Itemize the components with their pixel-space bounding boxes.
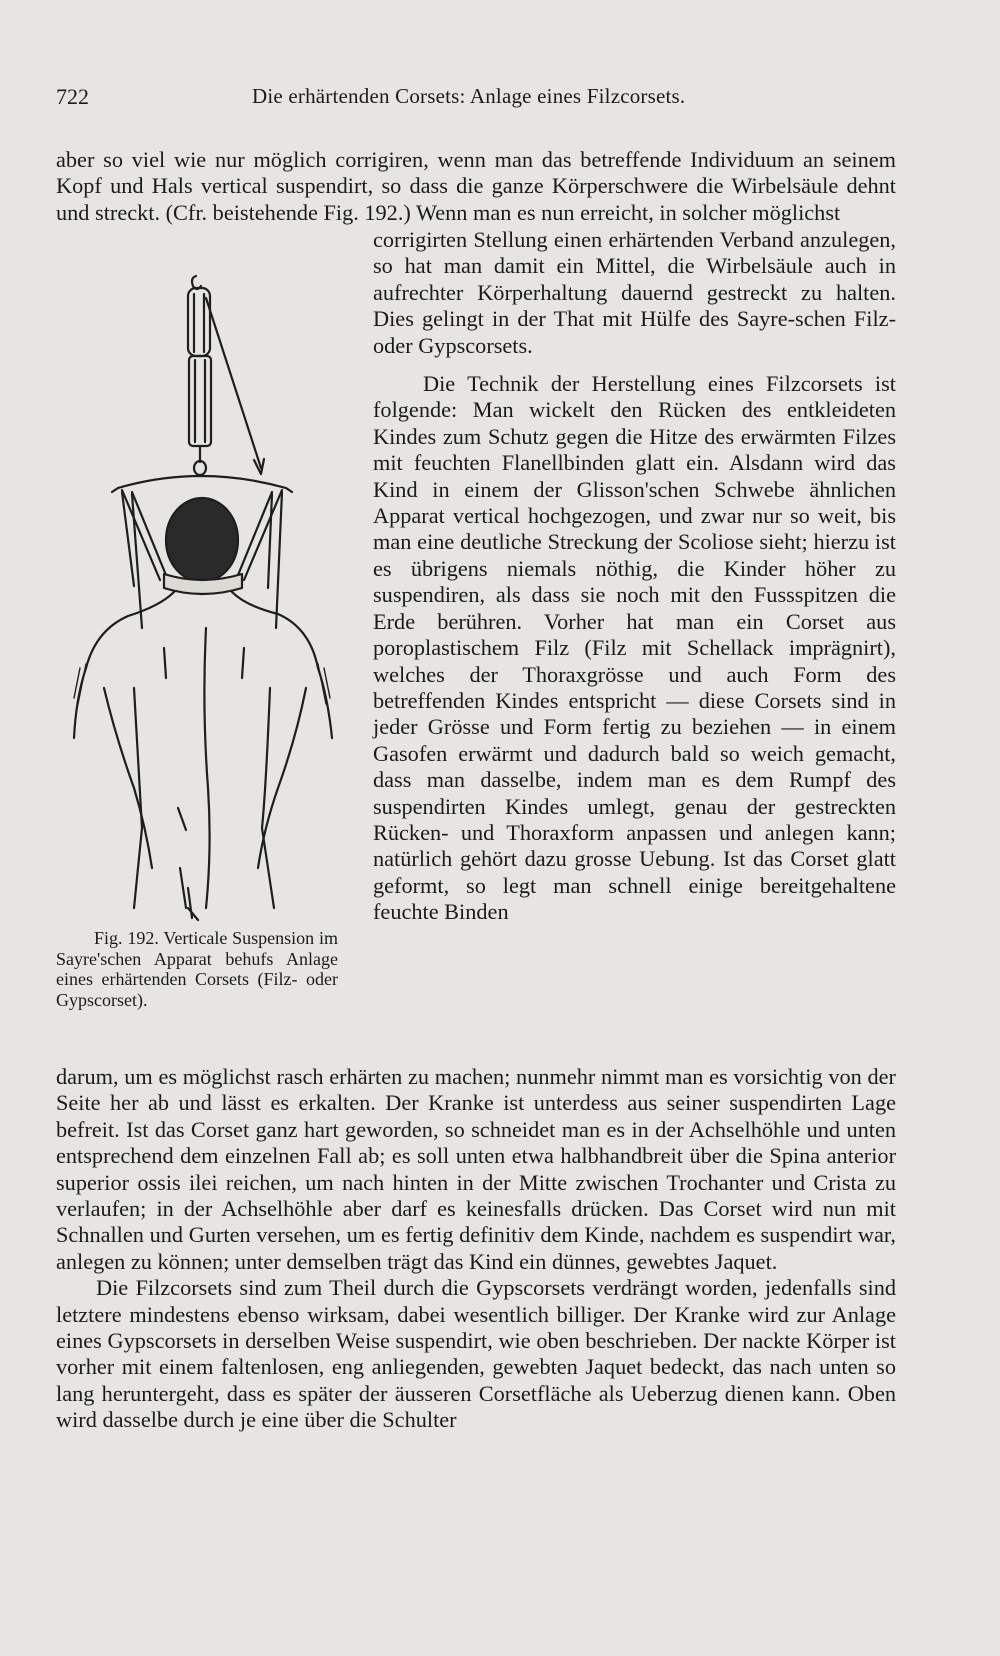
paragraph-2: Die Technik der Herstellung eines Filzcorsets ist folgende: Man wickelt den Rücken des entkleideten Kindes zum Schutz gegen die Hitze des erwärmten Filzes mit feuchten Flanellbinden glatt ein. Alsdann wird das Kind in einem der Glisson'schen Schwebe ähnlichen Apparat vertical hochgezogen, und zwar nur so weit, bis man eine deutliche Streckung der Scoliose sieht; hierzu ist es übrigens niemals nöthig, die Kinder höher zu suspendiren, als dass sie noch mit den Fussspitzen die Erde berühren. Vorher hat man ein Corset aus poroplastischem Filz (Filz mit Schellack imprägnirt), welches der Thoraxgrösse und auch Form des betreffenden Kindes entspricht — diese Corsets sind in jeder Grösse und Form fertig zu beziehen — in einem Gasofen erwärmt und dadurch bald so weich gemacht, dass man dasselbe, indem man es dem Rumpf des suspendirten Kindes umlegt, genau der gestreckten Rücken- und Thoraxform anpassen und anlegen kann; natürlich gehört dazu grosse Uebung. Ist das Corset glatt geformt, so legt man schnell einige bereitgehaltene feuchte Binden: [373, 371, 896, 925]
page-number: 722: [56, 84, 89, 109]
figure-192-illustration: [56, 268, 356, 928]
figure-caption: Fig. 192. Verticale Suspension im Sayre'schen Apparat behufs Anlage eines erhärtenden Corsets (Filz- oder Gypscorset).: [56, 928, 338, 1010]
paragraph-1-continued: corrigirten Stellung einen erhärtenden Verband anzulegen, so hat man damit ein Mittel, die Wirbelsäule auch in aufrechter Körperhaltung dauernd gestreckt zu halten. Dies gelingt in der That mit Hülfe des Sayre-schen Filz- oder Gypscorsets.: [373, 227, 896, 358]
bottom-column: [56, 1064, 896, 1434]
paragraph-3: Die Filzcorsets sind zum Theil durch die Gypscorsets verdrängt worden, jedenfalls sind letztere mindestens ebenso wirksam, dabei wesentlich billiger. Der Kranke wird zur Anlage eines Gypscorsets in derselben Weise suspendirt, wie oben beschrieben. Der nackte Körper ist vorher mit einem faltenlosen, eng anliegenden, gewebten Jaquet bedeckt, das nach unten so lang heruntergeht, dass es später der äusseren Corsetfläche als Ueberzug dienen kann. Oben wird dasselbe durch je eine über die Schulter: [56, 1275, 896, 1433]
suspension-apparatus-drawing: [56, 268, 356, 928]
page-header: [56, 84, 940, 114]
side-column: [373, 227, 896, 926]
paragraph-1: aber so viel wie nur möglich corrigiren, wenn man das betreffende Individuum an seinem Kopf und Hals vertical suspendirt, so dass die ganze Körperschwere die Wirbelsäule dehnt und streckt. (Cfr. beistehende Fig. 192.) Wenn man es nun erreicht, in solcher möglichst: [56, 147, 896, 225]
running-title: Die erhärtenden Corsets: Anlage eines Filzcorsets.: [252, 84, 686, 108]
paragraph-2-continued: darum, um es möglichst rasch erhärten zu machen; nunmehr nimmt man es vorsichtig von der Seite her ab und lässt es erkalten. Der Kranke ist unterdess aus seiner suspendirten Lage befreit. Ist das Corset ganz hart geworden, so schneidet man es in der Achselhöhle und unten entsprechend dem einzelnen Fall ab; es soll unten etwa halbhandbreit über die Spina anterior superior ossis ilei reichen, um nach hinten in der Mitte zwischen Trochanter und Crista zu verlaufen; in der Achselhöhle aber darf es keinesfalls drücken. Das Corset wird nun mit Schnallen und Gurten versehen, um es fertig definitiv dem Kinde, nachdem es suspendirt war, anlegen zu können; unter demselben trägt das Kind ein dünnes, gewebtes Jaquet.: [56, 1064, 896, 1274]
